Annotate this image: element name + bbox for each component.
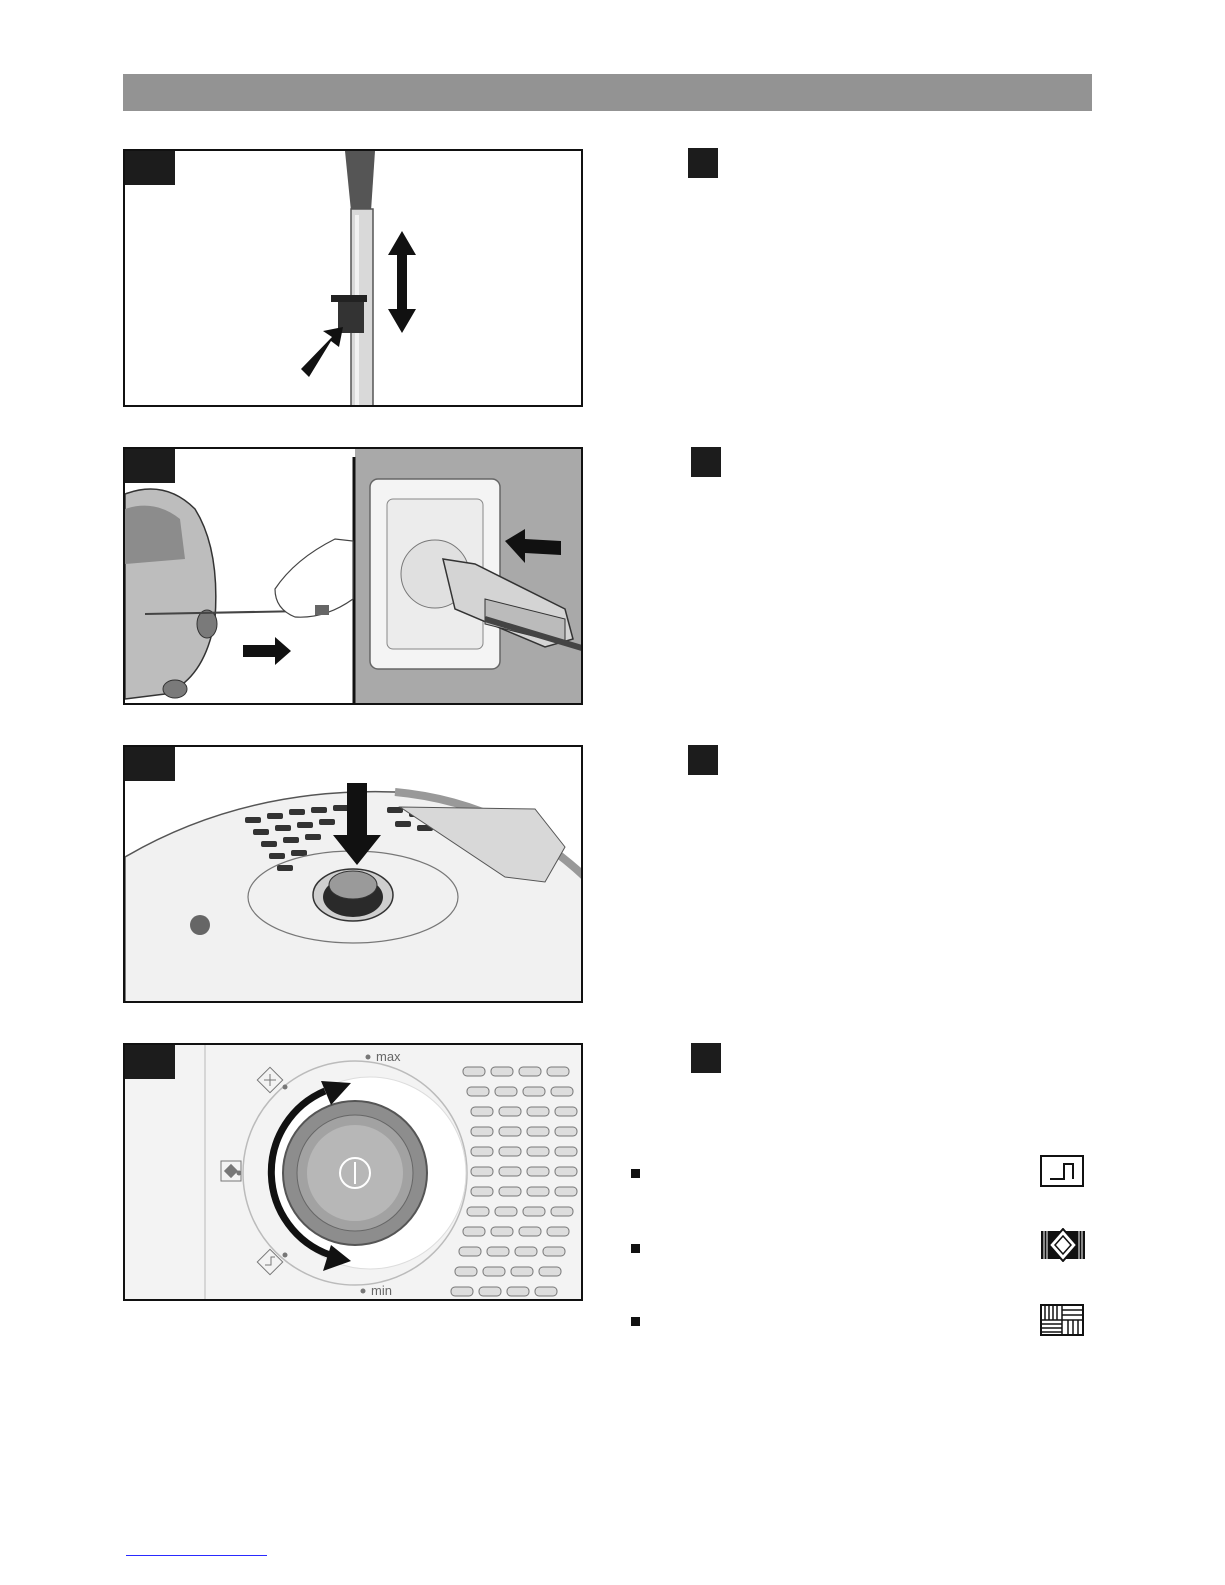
step-marker-2 <box>691 447 721 477</box>
hard-floor-icon <box>1040 1155 1084 1192</box>
figure-telescopic-tube <box>123 149 583 407</box>
double-arrow-icon <box>388 231 416 333</box>
figure-power-dial <box>123 1043 583 1301</box>
figure-number-tab <box>125 449 175 483</box>
power-button-illustration <box>125 747 583 1003</box>
figure-number-tab <box>125 1045 175 1079</box>
step-marker-4 <box>691 1043 721 1073</box>
figure-plug-in <box>123 447 583 705</box>
step-marker-3 <box>688 745 718 775</box>
carpet-icon <box>1040 1304 1084 1341</box>
figure-number-tab <box>125 747 175 781</box>
dial-min-label: min <box>371 1283 392 1298</box>
figure-power-button <box>123 745 583 1003</box>
dial-max-label: max <box>376 1049 401 1064</box>
section-header-bar <box>123 74 1092 111</box>
footer-link-underline[interactable] <box>126 1555 267 1556</box>
step-marker-1 <box>688 148 718 178</box>
bullet-marker-3 <box>631 1317 640 1326</box>
power-dial-illustration <box>125 1045 583 1301</box>
plug-in-illustration <box>125 449 583 705</box>
figure-number-tab <box>125 151 175 185</box>
bullet-marker-1 <box>631 1169 640 1178</box>
telescopic-tube-illustration <box>125 151 583 407</box>
press-arrow-icon <box>301 327 343 377</box>
pull-cord-arrow-icon <box>243 637 291 665</box>
bullet-marker-2 <box>631 1244 640 1253</box>
rug-icon <box>1040 1228 1086 1267</box>
